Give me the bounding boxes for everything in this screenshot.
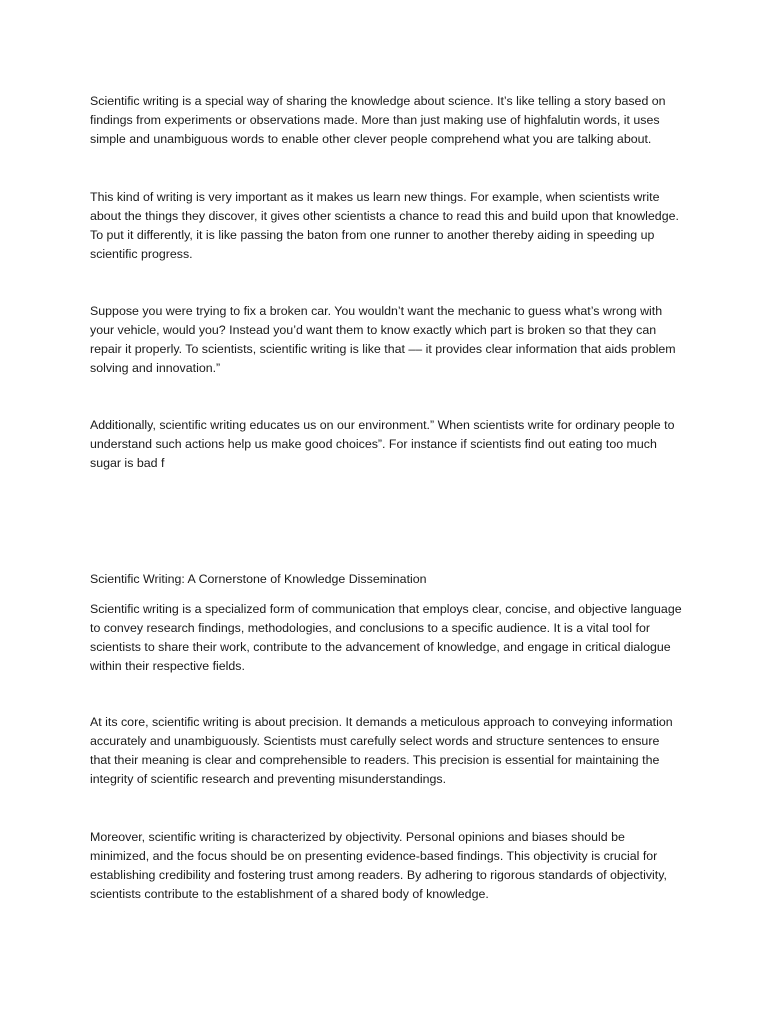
section-heading: Scientific Writing: A Cornerstone of Knowledge Dissemination: [90, 572, 427, 586]
paragraph-precision: At its core, scientific writing is about precision. It demands a meticulous approach to conveying information accurately and unambiguously. Scientists must carefully select words and structure sentences to ensure that their meaning is clear and comprehensible to readers. This precision is essential for maintaining the integrity of scientific research and preventing misunderstandings.: [90, 715, 673, 786]
paragraph-car-analogy: Suppose you were trying to fix a broken car. You wouldn’t want the mechanic to guess what’s wrong with your vehicle, would you? Instead you’d want them to know exactly which part is broken so that they can repair it properly. To scientists, scientific writing is like that –– it provides clear information that aids problem solving and innovation.”: [90, 304, 676, 375]
paragraph-importance: This kind of writing is very important as it makes us learn new things. For example, when scientists write about the things they discover, it gives other scientists a chance to read this and build upon that knowledge. To put it differently, it is like passing the baton from one runner to another thereby aiding in speeding up scientific progress.: [90, 190, 679, 261]
paragraph-definition: Scientific writing is a specialized form of communication that employs clear, concise, and objective language to convey research findings, methodologies, and conclusions to a specific audience. It is a vital tool for scientists to share their work, contribute to the advancement of knowledge, and engage in critical dialogue within their respective fields.: [90, 602, 682, 673]
paragraph-intro: Scientific writing is a special way of sharing the knowledge about science. It’s like telling a story based on findings from experiments or observations made. More than just making use of highfalutin words, it uses simple and unambiguous words to enable other clever people comprehend what you are talking about.: [90, 94, 666, 146]
paragraph-objectivity: Moreover, scientific writing is characterized by objectivity. Personal opinions and biases should be minimized, and the focus should be on presenting evidence-based findings. This objectivity is crucial for establishing credibility and fostering trust among readers. By adhering to rigorous standards of objectivity, scientists contribute to the establishment of a shared body of knowledge.: [90, 830, 667, 901]
paragraph-environment: Additionally, scientific writing educates us on our environment.” When scientists write for ordinary people to understand such actions help us make good choices”. For instance if scientists find out eating too much sugar is bad f: [90, 418, 675, 470]
